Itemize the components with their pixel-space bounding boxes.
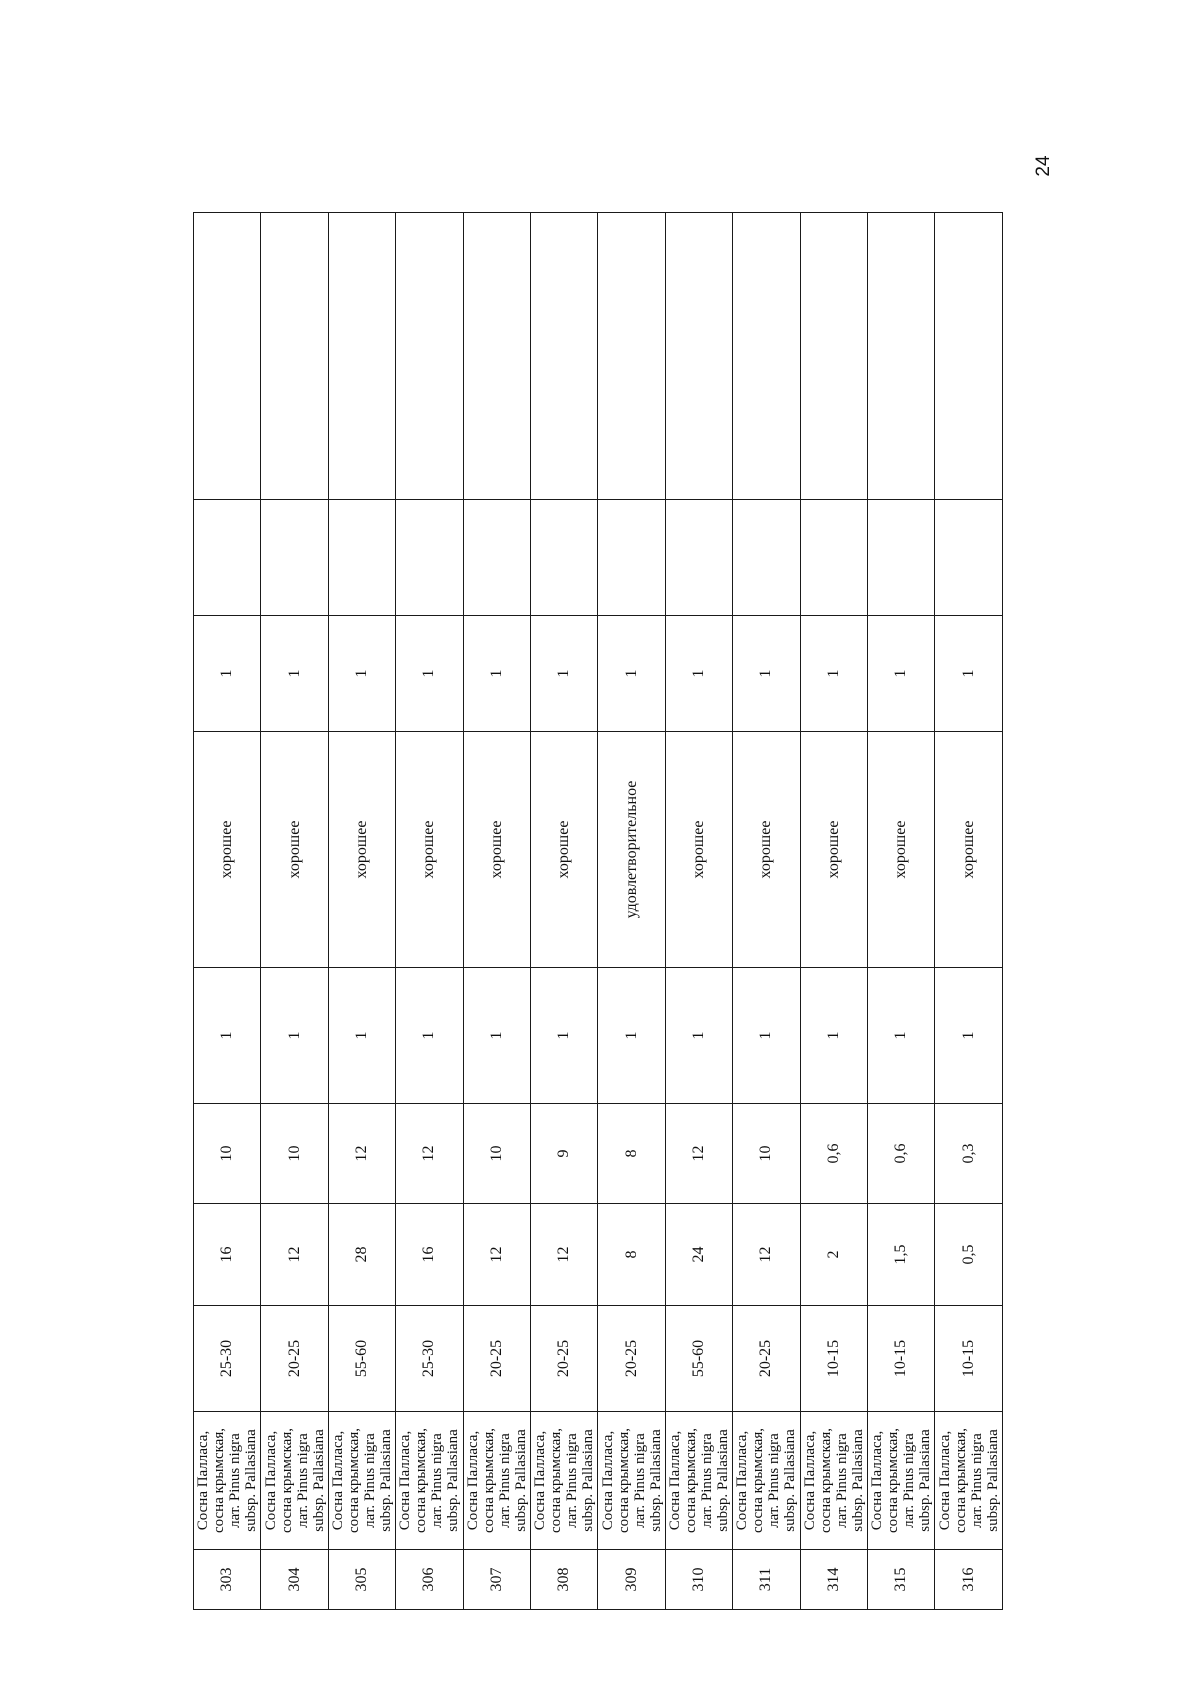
cell-age: 20-25 — [463, 1306, 530, 1412]
table-row — [868, 213, 935, 1610]
cell-count: 1 — [531, 968, 598, 1104]
table-row — [598, 213, 665, 1610]
cell-number: 315 — [868, 1550, 935, 1610]
cell-col10 — [396, 213, 463, 500]
cell-condition: хорошее — [463, 732, 530, 968]
cell-count: 1 — [868, 968, 935, 1104]
cell-species-name: Сосна Палласа, сосна крымская, лат. Pinus nigra subsp. Pallasiana — [868, 1412, 935, 1550]
cell-col10 — [261, 213, 328, 500]
cell-diameter: 12 — [261, 1204, 328, 1306]
cell-height: 0,6 — [868, 1104, 935, 1204]
cell-count: 1 — [733, 968, 800, 1104]
cell-col9 — [868, 500, 935, 616]
cell-col9 — [261, 500, 328, 616]
cell-species-name: Сосна Палласа, сосна крымская, лат. Pinus nigra subsp. Pallasiana — [328, 1412, 395, 1550]
cell-condition: хорошее — [800, 732, 867, 968]
cell-condition: хорошее — [665, 732, 732, 968]
cell-col10 — [800, 213, 867, 500]
cell-col10 — [194, 213, 261, 500]
cell-col10 — [463, 213, 530, 500]
table-row — [733, 213, 800, 1610]
table-body — [194, 213, 1003, 1610]
cell-condition: удовлетворительное — [598, 732, 665, 968]
cell-col10 — [733, 213, 800, 500]
table-row — [463, 213, 530, 1610]
cell-diameter: 16 — [194, 1204, 261, 1306]
cell-species-name: Сосна Палласа, сосна крымская, лат. Pinus nigra subsp. Pallasiana — [261, 1412, 328, 1550]
cell-col9 — [800, 500, 867, 616]
cell-species-name: Сосна Палласа, сосна крымская, лат. Pinus nigra subsp. Pallasiana — [665, 1412, 732, 1550]
cell-condition: хорошее — [531, 732, 598, 968]
cell-number: 306 — [396, 1550, 463, 1610]
cell-col8: 1 — [328, 616, 395, 732]
table-row — [396, 213, 463, 1610]
cell-diameter: 8 — [598, 1204, 665, 1306]
cell-age: 20-25 — [598, 1306, 665, 1412]
cell-age: 55-60 — [328, 1306, 395, 1412]
table-row — [665, 213, 732, 1610]
cell-number: 311 — [733, 1550, 800, 1610]
cell-number: 303 — [194, 1550, 261, 1610]
cell-number: 308 — [531, 1550, 598, 1610]
cell-age: 10-15 — [868, 1306, 935, 1412]
cell-count: 1 — [194, 968, 261, 1104]
cell-col9 — [194, 500, 261, 616]
cell-species-name: Сосна Палласа, сосна крымская, лат. Pinus nigra subsp. Pallasiana — [935, 1412, 1003, 1550]
cell-count: 1 — [261, 968, 328, 1104]
cell-number: 310 — [665, 1550, 732, 1610]
cell-col8: 1 — [935, 616, 1003, 732]
cell-col9 — [396, 500, 463, 616]
cell-height: 10 — [463, 1104, 530, 1204]
cell-species-name: Сосна Палласа, сосна крымская, лат. Pinus nigra subsp. Pallasiana — [531, 1412, 598, 1550]
cell-number: 307 — [463, 1550, 530, 1610]
cell-count: 1 — [665, 968, 732, 1104]
cell-col8: 1 — [531, 616, 598, 732]
cell-age: 25-30 — [194, 1306, 261, 1412]
table-row — [800, 213, 867, 1610]
cell-height: 12 — [328, 1104, 395, 1204]
cell-number: 316 — [935, 1550, 1003, 1610]
cell-col9 — [328, 500, 395, 616]
cell-col8: 1 — [261, 616, 328, 732]
cell-count: 1 — [598, 968, 665, 1104]
tree-inventory-table-wrapper — [193, 213, 1003, 1610]
cell-height: 9 — [531, 1104, 598, 1204]
cell-col8: 1 — [194, 616, 261, 732]
cell-number: 304 — [261, 1550, 328, 1610]
cell-col10 — [665, 213, 732, 500]
cell-species-name: Сосна Палласа, сосна крымская, лат. Pinus nigra subsp. Pallasiana — [463, 1412, 530, 1550]
cell-height: 10 — [261, 1104, 328, 1204]
cell-condition: хорошее — [328, 732, 395, 968]
cell-height: 0,3 — [935, 1104, 1003, 1204]
cell-diameter: 12 — [531, 1204, 598, 1306]
cell-height: 8 — [598, 1104, 665, 1204]
table-row — [261, 213, 328, 1610]
cell-col8: 1 — [598, 616, 665, 732]
cell-diameter: 12 — [463, 1204, 530, 1306]
cell-diameter: 28 — [328, 1204, 395, 1306]
cell-diameter: 2 — [800, 1204, 867, 1306]
cell-count: 1 — [328, 968, 395, 1104]
cell-count: 1 — [463, 968, 530, 1104]
cell-col9 — [733, 500, 800, 616]
cell-count: 1 — [800, 968, 867, 1104]
cell-col9 — [665, 500, 732, 616]
cell-height: 10 — [194, 1104, 261, 1204]
cell-height: 12 — [396, 1104, 463, 1204]
cell-species-name: Сосна Палласа, сосна крымская, лат. Pinus nigra subsp. Pallasiana — [598, 1412, 665, 1550]
cell-col10 — [328, 213, 395, 500]
cell-col8: 1 — [396, 616, 463, 732]
page-number: 24 — [1033, 155, 1054, 177]
tree-inventory-table — [193, 212, 1003, 1610]
table-row — [935, 213, 1003, 1610]
cell-col9 — [463, 500, 530, 616]
cell-condition: хорошее — [261, 732, 328, 968]
cell-species-name: Сосна Палласа, сосна крымская, лат. Pinus nigra subsp. Pallasiana — [733, 1412, 800, 1550]
cell-number: 314 — [800, 1550, 867, 1610]
cell-col9 — [598, 500, 665, 616]
table-row — [328, 213, 395, 1610]
cell-age: 25-30 — [396, 1306, 463, 1412]
cell-height: 0,6 — [800, 1104, 867, 1204]
cell-age: 20-25 — [261, 1306, 328, 1412]
cell-height: 12 — [665, 1104, 732, 1204]
cell-age: 20-25 — [733, 1306, 800, 1412]
cell-col8: 1 — [463, 616, 530, 732]
cell-col9 — [531, 500, 598, 616]
cell-count: 1 — [935, 968, 1003, 1104]
cell-diameter: 16 — [396, 1204, 463, 1306]
cell-col10 — [598, 213, 665, 500]
table-row — [194, 213, 261, 1610]
cell-age: 20-25 — [531, 1306, 598, 1412]
cell-col8: 1 — [800, 616, 867, 732]
cell-diameter: 12 — [733, 1204, 800, 1306]
cell-species-name: Сосна Палласа, сосна крымская, лат. Pinus nigra subsp. Pallasiana — [396, 1412, 463, 1550]
cell-diameter: 1,5 — [868, 1204, 935, 1306]
cell-col10 — [531, 213, 598, 500]
cell-number: 305 — [328, 1550, 395, 1610]
cell-diameter: 0,5 — [935, 1204, 1003, 1306]
cell-age: 55-60 — [665, 1306, 732, 1412]
cell-condition: хорошее — [868, 732, 935, 968]
cell-number: 309 — [598, 1550, 665, 1610]
cell-age: 10-15 — [800, 1306, 867, 1412]
cell-species-name: Сосна Палласа, сосна крымская, лат. Pinus nigra subsp. Pallasiana — [800, 1412, 867, 1550]
cell-col10 — [868, 213, 935, 500]
cell-age: 10-15 — [935, 1306, 1003, 1412]
cell-condition: хорошее — [733, 732, 800, 968]
cell-col10 — [935, 213, 1003, 500]
cell-condition: хорошее — [935, 732, 1003, 968]
cell-count: 1 — [396, 968, 463, 1104]
table-row — [531, 213, 598, 1610]
cell-col8: 1 — [868, 616, 935, 732]
cell-col8: 1 — [733, 616, 800, 732]
cell-condition: хорошее — [194, 732, 261, 968]
cell-col9 — [935, 500, 1003, 616]
cell-diameter: 24 — [665, 1204, 732, 1306]
cell-species-name: Сосна Палласа, сосна крымская, лат. Pinus nigra subsp. Pallasiana — [194, 1412, 261, 1550]
cell-col8: 1 — [665, 616, 732, 732]
cell-height: 10 — [733, 1104, 800, 1204]
cell-condition: хорошее — [396, 732, 463, 968]
